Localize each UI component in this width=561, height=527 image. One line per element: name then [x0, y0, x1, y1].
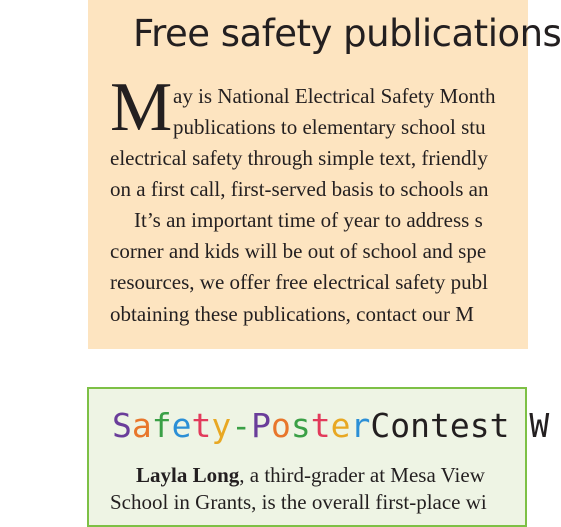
contest-title-letter: e: [171, 406, 192, 445]
body-line: electrical safety through simple text, friendly: [110, 146, 488, 170]
contest-title-colored: [112, 406, 370, 445]
drop-cap: M: [110, 69, 173, 146]
contest-title-letter: o: [271, 406, 291, 445]
contest-title-letter: S: [112, 406, 132, 445]
body-line: corner and kids will be out of school and spe: [110, 239, 487, 263]
body-line: resources, we offer free electrical safety publ: [110, 270, 488, 294]
contest-title-letter: s: [290, 406, 311, 445]
contest-line-1: [136, 463, 485, 487]
publications-title: Free safety publications: [133, 12, 561, 55]
contest-title-letter: r: [350, 406, 371, 445]
contest-title-letter: a: [131, 406, 152, 445]
body-line: It’s an important time of year to address s: [134, 208, 483, 232]
contest-title: [112, 406, 549, 445]
contest-title-letter: P: [251, 406, 271, 445]
contest-title-letter: t: [191, 406, 212, 445]
winner-name: Layla Long: [136, 463, 240, 487]
body-line: ay is National Electrical Safety Month: [173, 84, 496, 108]
body-line: publications to elementary school stu: [173, 115, 486, 139]
contest-title-rest: Contest W: [370, 406, 550, 445]
contest-title-letter: e: [330, 406, 351, 445]
contest-title-letter: y: [211, 406, 232, 445]
body-line: on a first call, first-served basis to schools an: [110, 177, 489, 201]
contest-line-1-rest: , a third-grader at Mesa View: [239, 463, 485, 487]
contest-line-2: School in Grants, is the overall first-place wi: [110, 490, 487, 514]
body-line: obtaining these publications, contact our M: [110, 302, 474, 326]
contest-title-letter: t: [310, 406, 331, 445]
contest-title-letter: -: [231, 406, 252, 445]
contest-title-letter: f: [151, 406, 172, 445]
